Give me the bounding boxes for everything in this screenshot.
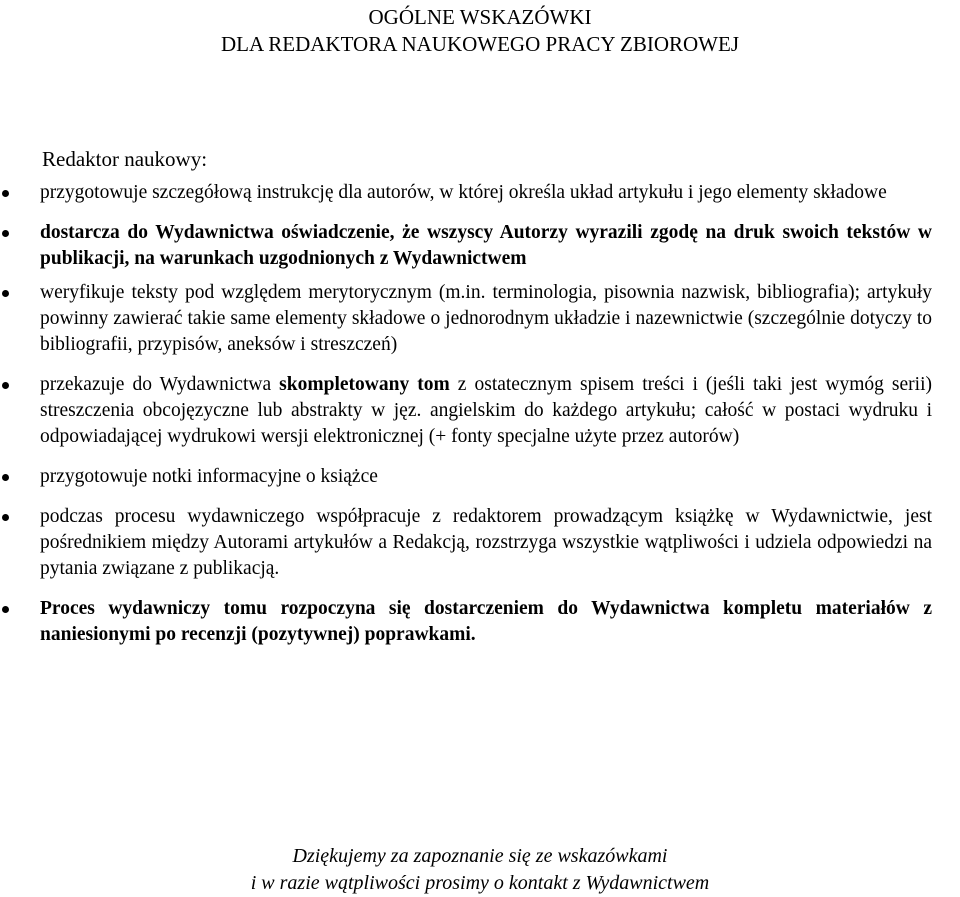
section-heading: Redaktor naukowy: — [42, 147, 208, 171]
list-item-text: weryfikuje teksty pod względem merytorycznym (m.in. terminologia, pisownia nazwisk, bibliografia); artykuły powinny zawierać takie same elementy składowe o jednorodnym układzie i nazewnictwie (szczególnie dotyczy to bibliografii, przypisów, aneksów i streszczeń) — [40, 282, 932, 355]
list-item — [0, 220, 960, 272]
list-item-text: dostarcza do Wydawnictwa oświadczenie, że wszyscy Autorzy wyrazili zgodę na druk swoich tekstów w publikacji, na warunkach uzgodnionych z Wydawnictwem — [40, 222, 932, 269]
bullet-icon — [2, 190, 9, 197]
closing-line-2: i w razie wątpliwości prosimy o kontakt z Wydawnictwem — [250, 872, 710, 894]
title-line-1: OGÓLNE WSKAZÓWKI — [368, 5, 592, 29]
closing-line-1: Dziękujemy za zapoznanie się ze wskazówkami — [292, 845, 668, 867]
list-item-text: Proces wydawniczy tomu rozpoczyna się dostarczeniem do Wydawnictwa kompletu materiałów z naniesionymi po recenzji (pozytywnej) poprawkami. — [40, 598, 932, 645]
document-title — [0, 4, 960, 58]
list-item — [0, 464, 960, 490]
list-item — [0, 180, 960, 206]
closing-note — [0, 843, 960, 897]
list-item — [0, 596, 960, 648]
list-item-text-bold: skompletowany tom — [279, 374, 450, 395]
guidelines-list — [0, 180, 960, 648]
bullet-icon — [2, 230, 9, 237]
list-item-text: przygotowuje szczegółową instrukcję dla autorów, w której określa układ artykułu i jego elementy składowe — [40, 182, 887, 203]
bullet-icon — [2, 606, 9, 613]
list-item-text-after: z ostatecznym spisem treści i (jeśli taki jest wymóg serii) streszczenia obcojęzyczne lub abstrakty w jęz. angielskim do każdego artykułu; całość w postaci wydruku i odpowiadającej wydrukowi wersji elektronicznej (+ fonty specjalne użyte przez autorów) — [40, 374, 932, 447]
list-item — [0, 280, 960, 358]
list-item-text-before: przekazuje do Wydawnictwa — [40, 374, 280, 395]
bullet-icon — [2, 474, 9, 481]
title-line-2: DLA REDAKTORA NAUKOWEGO PRACY ZBIOROWEJ — [221, 32, 739, 56]
bullet-icon — [2, 514, 9, 521]
bullet-icon — [2, 382, 9, 389]
list-item-text: przygotowuje notki informacyjne o książce — [40, 466, 378, 487]
list-item-text: podczas procesu wydawniczego współpracuje z redaktorem prowadzącym książkę w Wydawnictwie, jest pośrednikiem między Autorami artykułów a Redakcją, rozstrzyga wszystkie wątpliwości i udziela odpowiedzi na pytania związane z publikacją. — [40, 506, 932, 579]
list-item — [0, 372, 960, 450]
bullet-icon — [2, 290, 9, 297]
list-item — [0, 504, 960, 582]
